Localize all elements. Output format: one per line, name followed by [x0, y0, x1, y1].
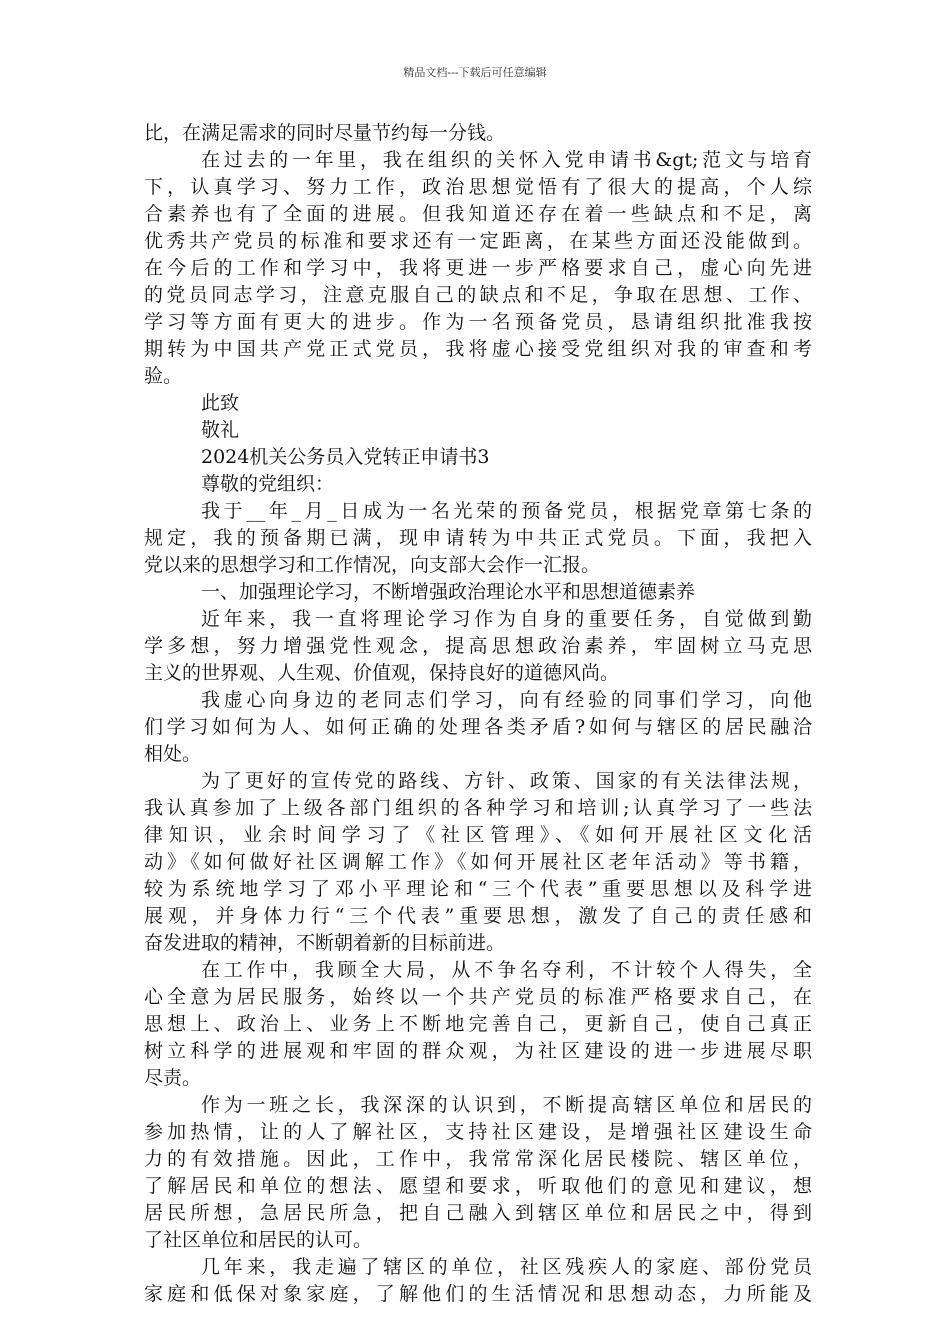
text-line: 期转为中国共产党正式党员，我将虚心接受党组织对我的审查和考 [144, 338, 812, 360]
text-line: 我认真参加了上级各部门组织的各种学习和培训;认真学习了一些法 [144, 797, 812, 819]
text-line: 敬礼 [201, 419, 240, 441]
text-line: 作为一班之长，我深深的认识到，不断提高辖区单位和居民的 [201, 1094, 812, 1116]
text-line: 力的有效措施。因此，工作中，我常常深化居民楼院、辖区单位， [144, 1148, 812, 1170]
text-line: 展观，并身体力行“三个代表”重要思想，激发了自己的责任感和 [144, 905, 812, 927]
text-line: 学习等方面有更大的进步。作为一名预备党员，恳请组织批准我按 [144, 311, 812, 333]
text-line: 比，在满足需求的同时尽量节约每一分钱。 [144, 122, 506, 144]
text-line: 优秀共产党员的标准和要求还有一定距离，在某些方面还没能做到。 [144, 230, 812, 252]
text-line: 律知识，业余时间学习了《社区管理》、《如何开展社区文化活 [144, 824, 812, 846]
text-line: 奋发进取的精神，不断朝着新的目标前进。 [144, 932, 506, 954]
text-line: 在工作中，我顾全大局，从不争名夺利，不计较个人得失，全 [201, 959, 812, 981]
text-line: 在今后的工作和学习中，我将更进一步严格要求自己，虚心向先进 [144, 257, 812, 279]
text-line: 家庭和低保对象家庭，了解他们的生活情况和思想动态，力所能及 [144, 1283, 812, 1305]
text-line: 相处。 [144, 743, 202, 765]
text-line: 此致 [201, 392, 240, 414]
text-line: 验。 [144, 365, 183, 387]
text-line: 思想上、政治上、业务上不断地完善自己，更新自己，使自己真正 [144, 1013, 812, 1035]
text-line: 的党员同志学习，注意克服自己的缺点和不足，争取在思想、工作、 [144, 284, 812, 306]
text-line: 动》《如何做好社区调解工作》《如何开展社区老年活动》等书籍， [144, 851, 812, 873]
text-line: 为了更好的宣传党的路线、方针、政策、国家的有关法律法规， [201, 770, 812, 792]
page-header: 精品文档---下载后可任意编辑 [403, 66, 547, 79]
text-line: 在过去的一年里，我在组织的关怀入党申请书&gt;范文与培育 [201, 149, 812, 171]
text-line: 几年来，我走遍了辖区的单位，社区残疾人的家庭、部份党员 [201, 1256, 812, 1278]
text-line: 主义的世界观、人生观、价值观，保持良好的道德风尚。 [144, 662, 620, 684]
text-line: 近年来，我一直将理论学习作为自身的重要任务，自觉做到勤 [201, 608, 812, 630]
text-line: 2024机关公务员入党转正申请书3 [201, 446, 490, 468]
text-line: 合素养也有了全面的进展。但我知道还存在着一些缺点和不足，离 [144, 203, 812, 225]
text-line: 规定，我的预备期已满，现申请转为中共正式党员。下面，我把入 [144, 527, 812, 549]
text-line: 学多想，努力增强党性观念，提高思想政治素养，牢固树立马克思 [144, 635, 812, 657]
text-line: 尊敬的党组织： [201, 473, 335, 495]
text-line: 了解居民和单位的想法、愿望和要求，听取他们的意见和建议，想 [144, 1175, 812, 1197]
text-line: 党以来的思想学习和工作情况，向支部大会作一汇报。 [144, 554, 601, 576]
text-line: 了社区单位和居民的认可。 [144, 1229, 373, 1251]
text-line: 一、加强理论学习，不断增强政治理论水平和思想道德素养 [201, 581, 696, 603]
text-line: 尽责。 [144, 1067, 202, 1089]
document-body [144, 120, 812, 1308]
text-line: 我于__年_月_日成为一名光荣的预备党员，根据党章第七条的 [201, 500, 812, 522]
text-line: 树立科学的进展观和牢固的群众观，为社区建设的进一步进展尽职 [144, 1040, 812, 1062]
text-line: 们学习如何为人、如何正确的处理各类矛盾?如何与辖区的居民融洽 [144, 716, 812, 738]
text-line: 较为系统地学习了邓小平理论和“三个代表”重要思想以及科学进 [144, 878, 812, 900]
text-line: 下，认真学习、努力工作，政治思想觉悟有了很大的提高，个人综 [144, 176, 812, 198]
text-line: 我虚心向身边的老同志们学习，向有经验的同事们学习，向他 [201, 689, 812, 711]
text-line: 参加热情，让的人了解社区，支持社区建设，是增强社区建设生命 [144, 1121, 812, 1143]
text-line: 居民所想，急居民所急，把自己融入到辖区单位和居民之中，得到 [144, 1202, 812, 1224]
text-line: 心全意为居民服务，始终以一个共产党员的标准严格要求自己，在 [144, 986, 812, 1008]
